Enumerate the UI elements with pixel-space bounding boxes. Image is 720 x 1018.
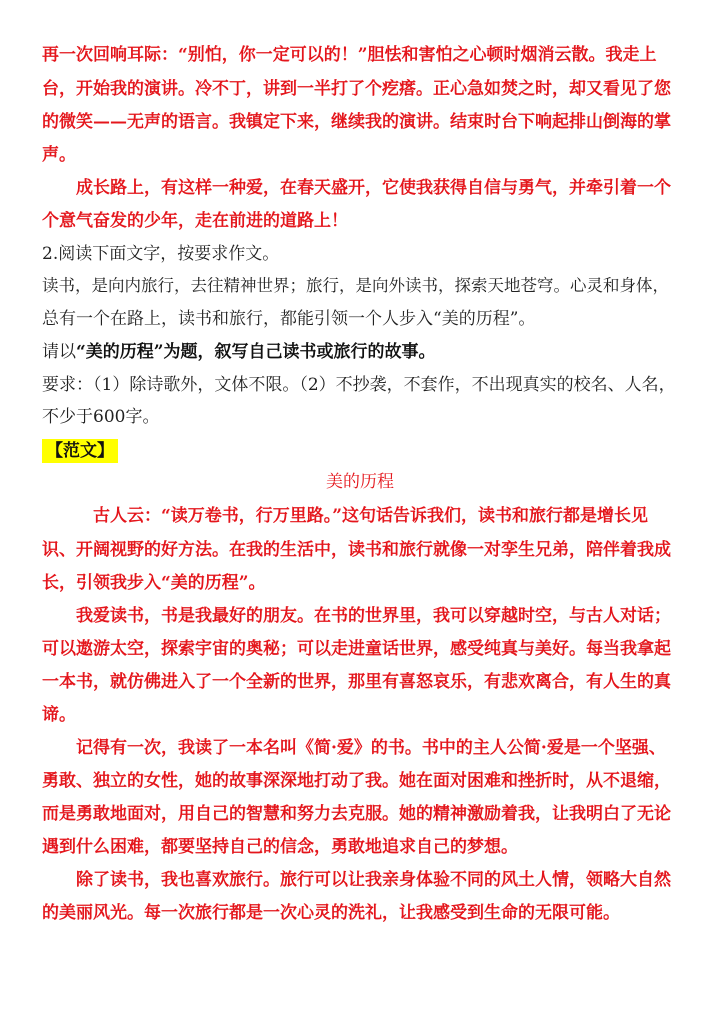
essay-line: 记得有一次，我读了一本名叫《简·爱》的书。书中的主人公简·爱是一个坚强、 — [42, 738, 666, 758]
essay-line: 的美丽风光。每一次旅行都是一次心灵的洗礼，让我感受到生命的无限可能。 — [42, 903, 620, 923]
essay-line: 除了读书，我也喜欢旅行。旅行可以让我亲身体验不同的风土人情，领略大自然 — [42, 870, 671, 890]
essay-line: 我爱读书，书是我最好的朋友。在书的世界里，我可以穿越时空，与古人对话； — [42, 606, 671, 626]
essay-line: 勇敢、独立的女性，她的故事深深地打动了我。她在面对困难和挫折时，从不退缩， — [42, 771, 671, 791]
essay-line: 谛。 — [42, 705, 76, 725]
essay-line: 遇到什么困难，都要坚持自己的信念，勇敢地追求自己的梦想。 — [42, 837, 518, 857]
question-number: 2.阅读下面文字，按要求作文。 — [42, 244, 280, 264]
requirement-line: 不少于600字。 — [42, 407, 160, 427]
essay-line: 古人云：“读万卷书，行万里路。”这句话告诉我们，读书和旅行都是增长见 — [42, 506, 649, 526]
essay-line: 长，引领我步入“美的历程”。 — [42, 573, 266, 593]
instruction-prefix: 请以 — [42, 342, 76, 362]
essay-title: 美的历程 — [326, 472, 394, 492]
requirement-line: 要求：（1）除诗歌外，文体不限。（2）不抄袭，不套作，不出现真实的校名、人名， — [42, 375, 676, 395]
essay-line: 识、开阔视野的好方法。在我的生活中，读书和旅行就像一对孪生兄弟，陪伴着我成 — [42, 540, 671, 560]
question-prompt-line: 总有一个在路上，读书和旅行，都能引领一个人步入“美的历程”。 — [42, 309, 536, 329]
prev-essay-line: 再一次回响耳际：“别怕，你一定可以的！”胆怯和害怕之心顿时烟消云散。我走上 — [42, 45, 657, 65]
prev-essay-line: 成长路上，有这样一种爱，在春天盛开，它使我获得自信与勇气，并牵引着一个 — [42, 178, 671, 198]
prev-essay-line: 台，开始我的演讲。冷不丁，讲到一半打了个疙瘩。正心急如焚之时，却又看见了您 — [42, 79, 671, 99]
question-prompt-line: 读书，是向内旅行，去往精神世界；旅行，是向外读书，探索天地苍穹。心灵和身体， — [42, 276, 669, 295]
essay-line: 一本书，就仿佛进入了一个全新的世界，那里有喜怒哀乐，有悲欢离合，有人生的真 — [42, 672, 671, 692]
essay-line: 而是勇敢地面对，用自己的智慧和努力去克服。她的精神激励着我，让我明白了无论 — [42, 804, 671, 824]
instruction-topic: “美的历程”为题，叙写自己读书或旅行的故事。 — [76, 342, 436, 362]
prev-essay-line: 的微笑——无声的语言。我镇定下来，继续我的演讲。结束时台下响起排山倒海的掌 — [42, 112, 671, 132]
prev-essay-line: 个意气奋发的少年，走在前进的道路上！ — [42, 211, 348, 231]
prev-essay-line: 声。 — [42, 145, 76, 165]
question-instruction — [42, 340, 682, 364]
sample-essay-tag: 【范文】 — [42, 439, 118, 463]
essay-line: 可以遨游太空，探索宇宙的奥秘；可以走进童话世界，感受纯真与美好。每当我拿起 — [42, 639, 671, 659]
